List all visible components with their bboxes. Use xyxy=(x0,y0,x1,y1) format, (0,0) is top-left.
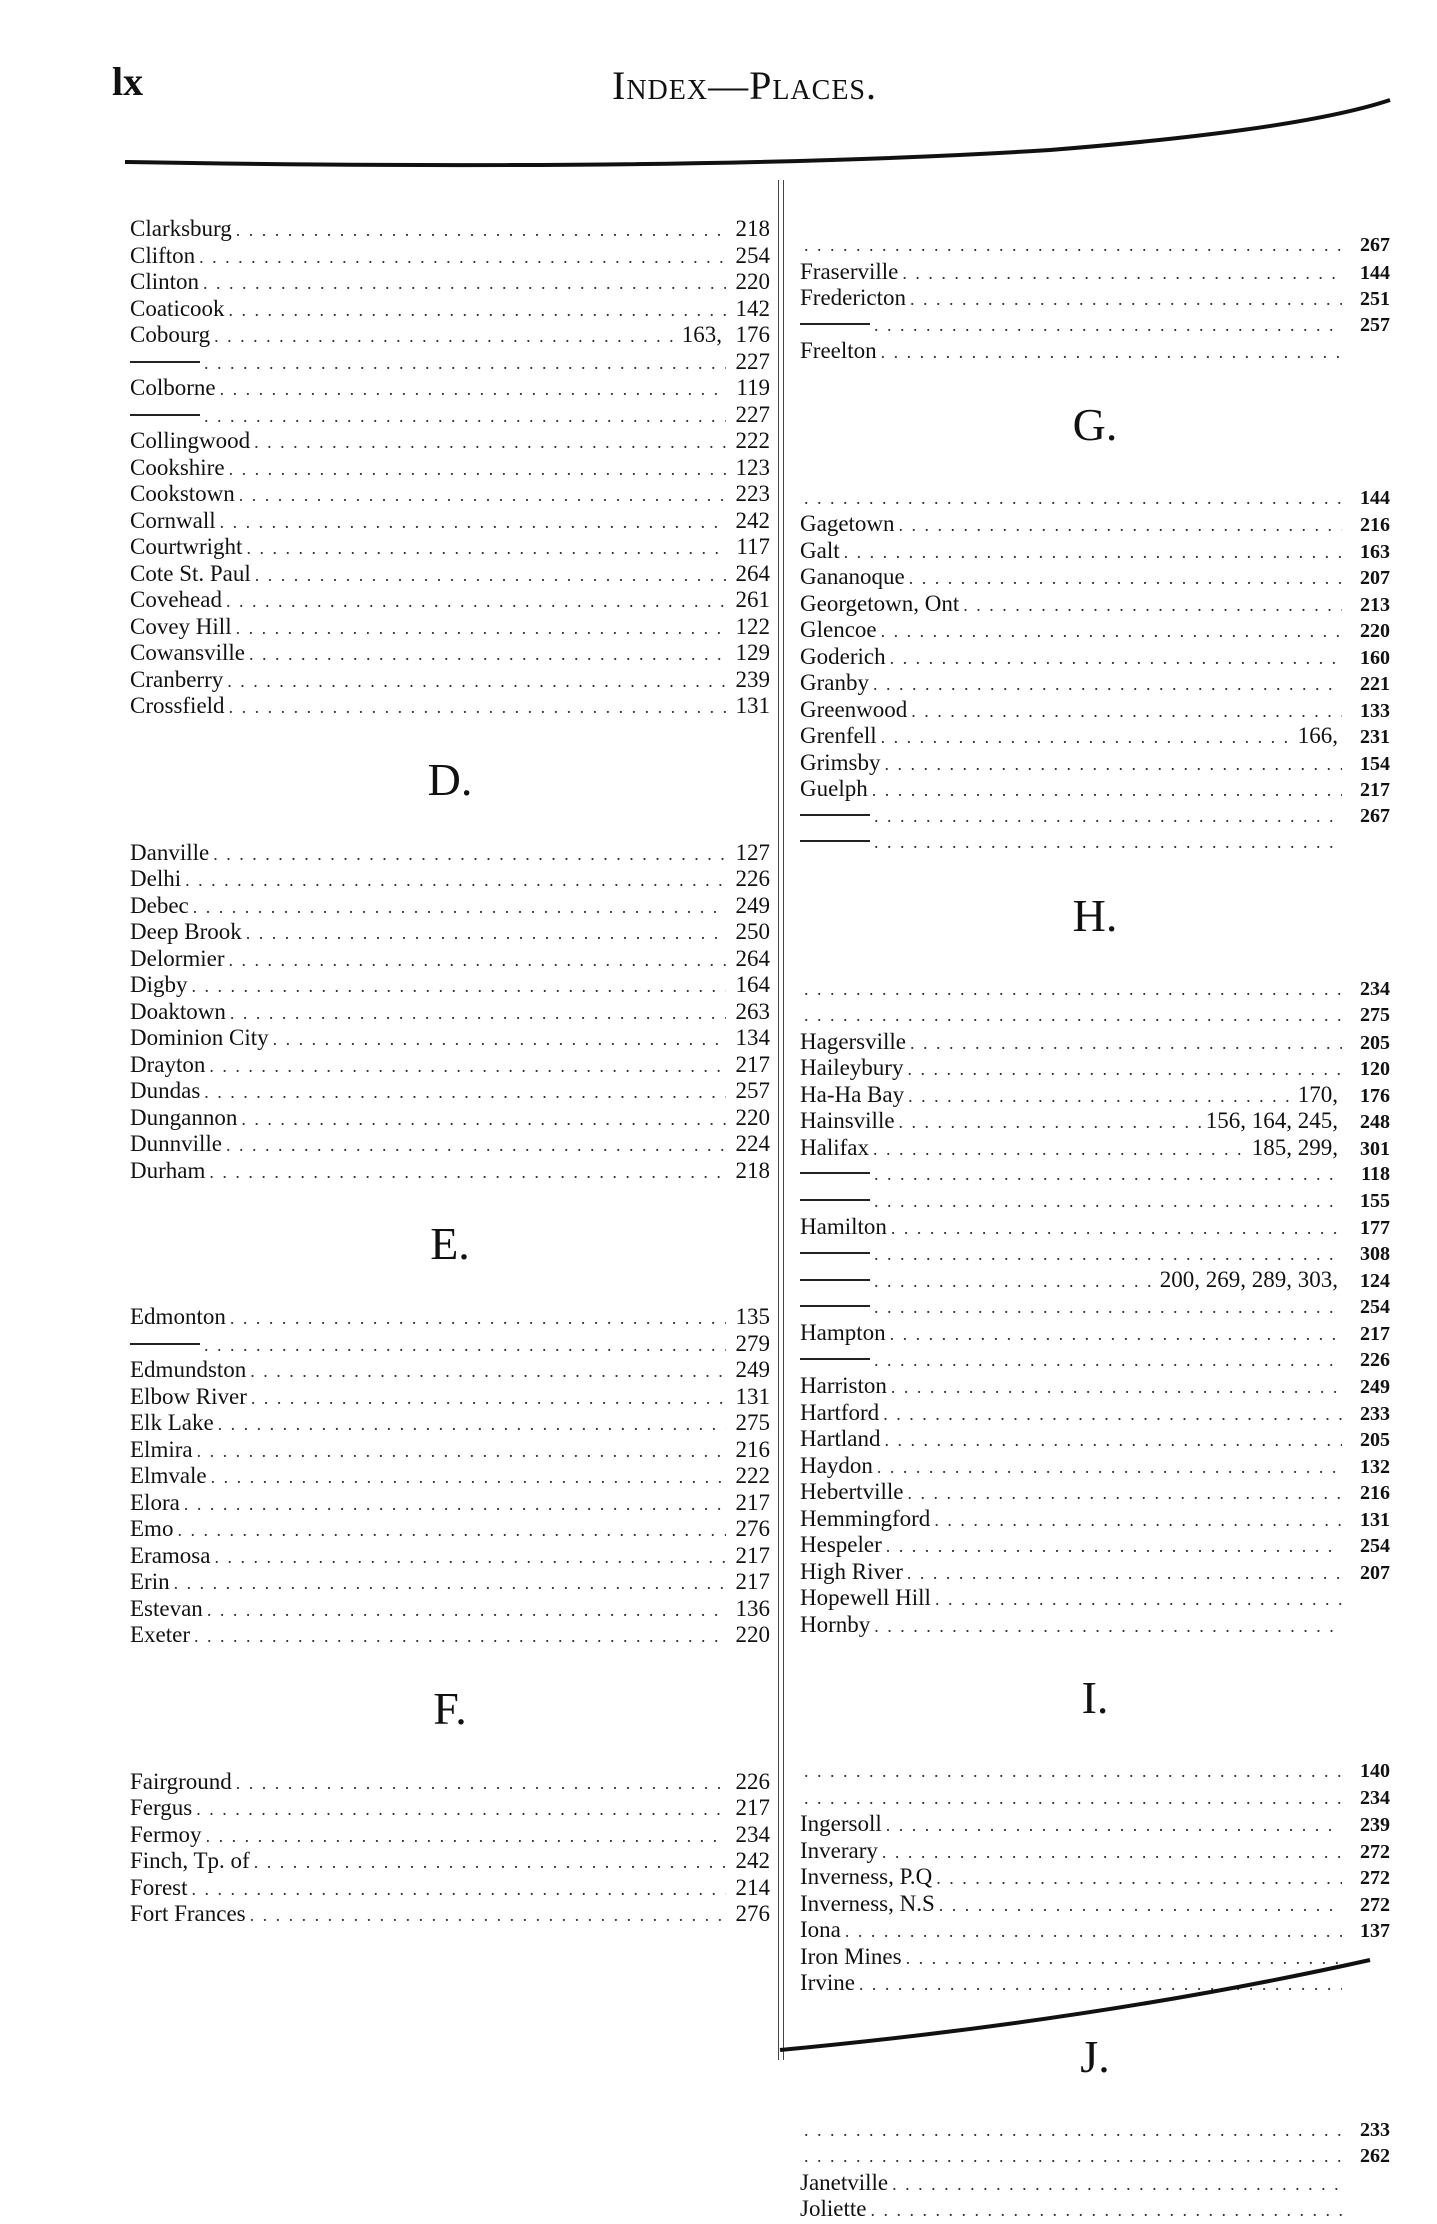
entry-page-number: 248 xyxy=(1360,1111,1390,1133)
entry-name: Gananoque xyxy=(800,564,905,589)
entry-name: Georgetown, Ont xyxy=(800,590,960,616)
entry-page-number: 207 xyxy=(1360,567,1390,589)
entry-page-number: 164 xyxy=(735,972,770,997)
entry-page-number: 233 xyxy=(1360,2118,1390,2141)
entry-page-number: 132 xyxy=(1360,1455,1390,1478)
section-letter-d: D. xyxy=(427,753,473,805)
entry-name: Guelph xyxy=(800,776,868,801)
entry-page-number: 140 xyxy=(1360,1760,1390,1782)
entry-page-number: 250 xyxy=(735,919,770,944)
entry-page-number: 251 xyxy=(1360,288,1390,310)
entry-page-number: 217 xyxy=(735,1542,770,1568)
entry-name: Hagersville xyxy=(800,1028,907,1054)
entry-page-number: 222 xyxy=(735,1463,770,1488)
entry-name: Dungannon xyxy=(130,1104,238,1130)
entry-name: Fergus xyxy=(130,1795,193,1820)
entry-page-number: 218 xyxy=(735,1157,770,1183)
entry-page-number: 129 xyxy=(735,640,770,665)
entry-name: Cote St. Paul xyxy=(130,560,251,586)
entry-page-number: 275 xyxy=(735,1410,770,1435)
entry-name: Erin xyxy=(130,1569,170,1594)
dot-leader xyxy=(804,2117,1342,2144)
entry-page-number: 254 xyxy=(1360,1295,1390,1318)
entry-page-number: 160 xyxy=(1360,646,1390,669)
entry-name: Collingwood xyxy=(130,428,251,453)
entry-name: Edmundston xyxy=(130,1357,247,1382)
entry-name: Iron Mines xyxy=(800,1943,902,1969)
entry-name: Galt xyxy=(800,537,840,563)
section-letter-g: G. xyxy=(1072,398,1118,450)
entry-page-number: 117 xyxy=(736,534,770,559)
entry-name: Fermoy xyxy=(130,1821,202,1847)
entry-name: Harriston xyxy=(800,1373,887,1398)
entry-name: Greenwood xyxy=(800,696,908,722)
section-letter-j: J. xyxy=(1080,2030,1110,2082)
entry-page-number: 217 xyxy=(735,1795,770,1820)
entry-name: Grimsby xyxy=(800,749,881,775)
entry-name: Fredericton xyxy=(800,285,907,310)
entry-extra-pages: 163, xyxy=(681,322,722,347)
entry-name: Elmira xyxy=(130,1436,193,1462)
entry-name: Cowansville xyxy=(130,640,245,665)
entry-page-number: 176 xyxy=(1360,1084,1390,1107)
entry-name: Drayton xyxy=(130,1051,206,1077)
entry-page-number: 226 xyxy=(735,866,770,891)
entry-page-number: 227 xyxy=(735,348,770,374)
entry-page-number: 144 xyxy=(1360,486,1390,509)
entry-page-number: 216 xyxy=(1360,514,1390,536)
entry-name: Forest xyxy=(130,1874,188,1900)
entry-name: Covehead xyxy=(130,587,222,612)
entry-name: High River xyxy=(800,1558,903,1584)
entry-page-number: 276 xyxy=(735,1516,770,1541)
entry-page-number: 217 xyxy=(735,1489,770,1515)
entry-name: Elora xyxy=(130,1489,180,1515)
page-title: Index—Places. xyxy=(612,63,878,108)
page-folio: lx xyxy=(112,59,144,104)
entry-name: Hebertville xyxy=(800,1479,904,1504)
index-entry xyxy=(800,2196,1390,2223)
entry-page-number: 262 xyxy=(1360,2145,1390,2167)
entry-name: Digby xyxy=(130,972,188,997)
entry-name: Hespeler xyxy=(800,1532,882,1557)
entry-page-number: 226 xyxy=(1360,1348,1390,1371)
entry-page-number: 257 xyxy=(735,1078,770,1103)
entry-page-number: 220 xyxy=(735,1104,770,1130)
entry-page-number: 221 xyxy=(1360,673,1390,695)
index-entry xyxy=(800,2170,1390,2197)
entry-name: Cobourg xyxy=(130,322,211,347)
entry-name: Goderich xyxy=(800,643,886,669)
entry-page-number: 177 xyxy=(1360,1217,1390,1239)
entry-page-number: 233 xyxy=(1360,1402,1390,1425)
entry-name: Hamilton xyxy=(800,1214,887,1239)
entry-page-number: 155 xyxy=(1360,1189,1390,1212)
section-letter-i: I. xyxy=(1081,1672,1109,1723)
entry-name: Elk Lake xyxy=(130,1410,214,1435)
entry-name: Inverness, P.Q xyxy=(800,1864,933,1889)
entry-page-number: 216 xyxy=(1360,1482,1390,1504)
entry-name: Cookshire xyxy=(130,454,225,480)
entry-name: Hartland xyxy=(800,1426,881,1451)
entry-page-number: 131 xyxy=(735,693,770,718)
entry-page-number: 205 xyxy=(1360,1429,1390,1451)
entry-page-number: 176 xyxy=(735,322,770,347)
entry-page-number: 131 xyxy=(735,1383,770,1409)
entry-page-number: 205 xyxy=(1360,1031,1390,1054)
entry-name: Janetville xyxy=(800,2169,889,2195)
entry-name: Hartford xyxy=(800,1399,880,1425)
entry-page-number: 217 xyxy=(1360,1323,1390,1345)
entry-name: Hampton xyxy=(800,1320,886,1345)
entry-page-number: 119 xyxy=(736,375,770,400)
entry-page-number: 264 xyxy=(735,560,770,586)
entry-name: Fairground xyxy=(130,1768,232,1794)
entry-name: Emo xyxy=(130,1516,174,1541)
entry-name: Hainsville xyxy=(800,1108,895,1133)
entry-name: Hopewell Hill xyxy=(800,1585,931,1610)
entry-page-number: 163 xyxy=(1360,540,1390,563)
entry-page-number: 239 xyxy=(1360,1814,1390,1836)
entry-name: Covey Hill xyxy=(130,613,232,639)
index-entry xyxy=(800,2143,1390,2170)
entry-page-number: 217 xyxy=(735,1569,770,1594)
entry-name: Inverary xyxy=(800,1837,878,1863)
entry-name: Colborne xyxy=(130,375,216,400)
entry-name: Ha-Ha Bay xyxy=(800,1081,905,1107)
entry-name: Crossfield xyxy=(130,693,225,718)
entry-page-number: 249 xyxy=(735,1357,770,1382)
entry-name: Glencoe xyxy=(800,617,877,642)
entry-page-number: 275 xyxy=(1360,1004,1390,1026)
entry-page-number: 133 xyxy=(1360,699,1390,722)
entry-page-number: 220 xyxy=(1360,620,1390,642)
entry-page-number: 249 xyxy=(1360,1376,1390,1398)
entry-page-number: 217 xyxy=(1360,779,1390,801)
entry-name: Dunnville xyxy=(130,1131,222,1156)
dot-leader xyxy=(870,2197,1342,2224)
entry-page-number: 272 xyxy=(1360,1893,1390,1916)
entry-name: Hemmingford xyxy=(800,1505,931,1531)
entry-page-number: 217 xyxy=(735,1051,770,1077)
dot-leader xyxy=(804,2143,1342,2170)
section-letter-h: H. xyxy=(1072,889,1118,941)
entry-page-number: 223 xyxy=(735,481,770,506)
entry-page-number: 257 xyxy=(1360,313,1390,336)
entry-page-number: 231 xyxy=(1360,726,1390,748)
entry-name: Elmvale xyxy=(130,1463,207,1488)
entry-page-number: 261 xyxy=(735,587,770,612)
entry-name: Estevan xyxy=(130,1595,203,1621)
entry-page-number: 301 xyxy=(1360,1137,1390,1160)
entry-page-number: 264 xyxy=(735,945,770,971)
entry-name: Doaktown xyxy=(130,998,226,1024)
entry-page-number: 249 xyxy=(735,892,770,918)
entry-page-number: 118 xyxy=(1361,1163,1390,1185)
entry-page-number: 234 xyxy=(735,1821,770,1847)
entry-page-number: 272 xyxy=(1360,1840,1390,1863)
entry-page-number: 239 xyxy=(735,666,770,692)
entry-name: Haydon xyxy=(800,1452,873,1478)
entry-name: Debec xyxy=(130,892,189,918)
entry-page-number: 216 xyxy=(735,1436,770,1462)
entry-page-number: 242 xyxy=(735,507,770,533)
entry-name: Halifax xyxy=(800,1134,869,1160)
entry-page-number: 214 xyxy=(735,1874,770,1900)
entry-page-number: 207 xyxy=(1360,1561,1390,1584)
entry-page-number: 213 xyxy=(1360,593,1390,616)
entry-name: Granby xyxy=(800,670,869,695)
entry-name: Dominion City xyxy=(130,1025,269,1050)
entry-name: Iona xyxy=(800,1917,841,1942)
entry-name: Irvine xyxy=(800,1970,855,1995)
index-entry xyxy=(800,2117,1390,2144)
entry-page-number: 135 xyxy=(735,1304,770,1329)
entry-name: Coaticook xyxy=(130,295,225,321)
entry-extra-pages: 156, 164, 245, xyxy=(1205,1108,1338,1133)
entry-page-number: 267 xyxy=(1360,804,1390,827)
entry-name: Courtwright xyxy=(130,534,243,559)
index-block-j xyxy=(800,2117,1390,2223)
entry-name: Grenfell xyxy=(800,723,877,748)
entry-name: Delormier xyxy=(130,945,225,971)
entry-page-number: 220 xyxy=(735,1622,770,1647)
entry-extra-pages: 170, xyxy=(1297,1081,1338,1107)
entry-name: Clinton xyxy=(130,269,200,294)
entry-name: Hornby xyxy=(800,1611,871,1637)
entry-page-number: 123 xyxy=(735,454,770,480)
entry-page-number: 279 xyxy=(735,1330,770,1356)
entry-extra-pages: 200, 269, 289, 303, xyxy=(1159,1267,1338,1292)
entry-name: Eramosa xyxy=(130,1542,211,1568)
entry-page-number: 272 xyxy=(1360,1867,1390,1889)
entry-page-number: 131 xyxy=(1360,1508,1390,1531)
entry-page-number: 134 xyxy=(735,1025,770,1050)
entry-name: Finch, Tp. of xyxy=(130,1848,250,1873)
entry-name: Inverness, N.S xyxy=(800,1890,935,1916)
entry-extra-pages: 166, xyxy=(1297,723,1338,748)
entry-page-number: 254 xyxy=(1360,1535,1390,1557)
entry-name: Haileybury xyxy=(800,1055,904,1080)
entry-page-number: 263 xyxy=(735,998,770,1024)
entry-page-number: 136 xyxy=(735,1595,770,1621)
entry-page-number: 142 xyxy=(735,295,770,321)
entry-name: Cookstown xyxy=(130,481,235,506)
entry-page-number: 308 xyxy=(1360,1242,1390,1265)
entry-page-number: 234 xyxy=(1360,1786,1390,1809)
entry-name: Exeter xyxy=(130,1622,191,1647)
entry-page-number: 220 xyxy=(735,269,770,294)
entry-page-number: 122 xyxy=(735,613,770,639)
entry-name: Danville xyxy=(130,839,210,865)
entry-name: Clifton xyxy=(130,242,196,268)
entry-page-number: 254 xyxy=(735,242,770,268)
entry-page-number: 127 xyxy=(735,839,770,865)
entry-page-number: 154 xyxy=(1360,752,1390,775)
entry-name: Clarksburg xyxy=(130,216,232,241)
entry-page-number: 144 xyxy=(1360,261,1390,284)
section-letter-e: E. xyxy=(430,1218,470,1269)
entry-name: Elbow River xyxy=(130,1383,247,1409)
entry-page-number: 120 xyxy=(1360,1058,1390,1080)
entry-page-number: 267 xyxy=(1360,234,1390,256)
dot-leader xyxy=(892,2171,1342,2198)
entry-name: Freelton xyxy=(800,338,877,363)
entry-page-number: 222 xyxy=(735,428,770,453)
entry-page-number: 224 xyxy=(735,1131,770,1156)
entry-page-number: 242 xyxy=(735,1848,770,1873)
section-letter-f: F. xyxy=(433,1682,467,1734)
entry-name: Cornwall xyxy=(130,507,216,533)
entry-page-number: 137 xyxy=(1360,1920,1390,1942)
entry-name: Fort Frances xyxy=(130,1901,246,1926)
entry-name: Durham xyxy=(130,1157,206,1183)
entry-name: Dundas xyxy=(130,1078,201,1103)
entry-name: Fraserville xyxy=(800,258,899,284)
entry-name: Joliette xyxy=(800,2196,867,2221)
entry-page-number: 226 xyxy=(735,1768,770,1794)
entry-name: Delhi xyxy=(130,866,182,891)
entry-name: Ingersoll xyxy=(800,1811,882,1836)
entry-name: Gagetown xyxy=(800,511,895,536)
entry-page-number: 218 xyxy=(735,216,770,241)
entry-name: Cranberry xyxy=(130,666,224,692)
entry-page-number: 234 xyxy=(1360,977,1390,1000)
entry-page-number: 227 xyxy=(735,401,770,427)
entry-page-number: 124 xyxy=(1360,1270,1390,1292)
entry-page-number: 276 xyxy=(735,1901,770,1926)
entry-name: Edmonton xyxy=(130,1304,226,1329)
entry-name: Deep Brook xyxy=(130,919,242,944)
entry-extra-pages: 185, 299, xyxy=(1251,1134,1338,1160)
